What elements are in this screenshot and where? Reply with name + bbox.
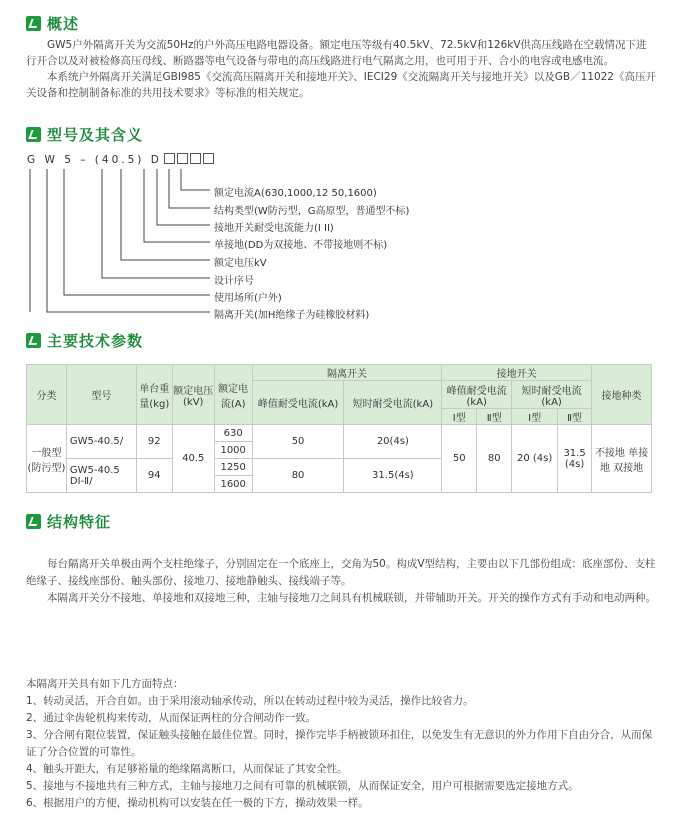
features-list bbox=[26, 676, 656, 812]
legend-structure-type: 结构类型(W防污型，G高原型，普通型不标) bbox=[214, 206, 410, 217]
header-current: 额定电流(A) bbox=[214, 365, 252, 425]
cell-earth-short-2: 31.5 (4s) bbox=[558, 425, 592, 493]
model-legend-diagram bbox=[0, 0, 673, 330]
cell-current: 630 bbox=[214, 425, 252, 442]
section-params-heading bbox=[26, 330, 143, 351]
overview-paragraph-2: 本系统户外隔离开关满足GBI985《交流高压隔离开关和接地开关》、IECI29《交流隔离开关与接地开关》以及GB／11022《高压开关设备和控制制备标准的共用技术要求》等标准的相关规定。 bbox=[26, 71, 656, 99]
cell-short-2: 31.5(4s) bbox=[344, 459, 442, 493]
feature-item: 3、分合闸有限位装置，保证触头接触在最佳位置。同时，操作完毕手柄被锁环扣住，以免发生有无意识的外力作用下自由分合，从而保证了分合位置的可靠性。 bbox=[26, 729, 653, 758]
legend-earth-capacity: 接地开关耐受电流能力(I II) bbox=[214, 223, 334, 234]
model-code-prefix: G W 5 – (40.5) D bbox=[27, 154, 162, 166]
legend-design-serial: 设计序号 bbox=[214, 276, 254, 287]
cell-category: 一般型(防污型) bbox=[27, 425, 67, 493]
structure-paragraph-2: 本隔离开关分不接地、单接地和双接地三种，主轴与接地刀之间具有机械联锁，并带辅助开关。开关的操作方式有手动和电动两种。 bbox=[47, 592, 656, 604]
feature-item: 4、触头开距大，有足够裕量的绝缘隔离断口，从而保证了其安全性。 bbox=[26, 763, 348, 775]
header-short: 短时耐受电流(kA) bbox=[344, 381, 442, 425]
cell-model-2: GW5-40.5 DI-Ⅱ/ bbox=[66, 459, 136, 493]
header-type-2: Ⅱ型 bbox=[477, 409, 512, 425]
header-earth-peak: 峰值耐受电流(kA) bbox=[442, 381, 512, 409]
feature-item: 5、接地与不接地共有三种方式，主轴与接地刀之间有可靠的机械联锁，从而保证安全，用户可根据需要选定接地方式。 bbox=[26, 780, 579, 792]
header-type-1: Ⅰ型 bbox=[442, 409, 477, 425]
legend-usage-place: 使用场所(户外) bbox=[214, 293, 282, 304]
parameters-table bbox=[26, 364, 652, 493]
cell-weight-1: 92 bbox=[136, 425, 172, 459]
feature-item: 2、通过伞齿轮机构来传动，从而保证两柱的分合闸动作一致。 bbox=[26, 712, 317, 724]
section-title: 主要技术参数 bbox=[47, 332, 144, 350]
legend-isolator: 隔离开关(加H绝缘子为硅橡胶材料) bbox=[214, 310, 370, 321]
cell-current: 1250 bbox=[214, 459, 252, 476]
feature-item: 6、根据用户的方便，操动机构可以安装在任一极的下方，操动效果一样。 bbox=[26, 797, 369, 809]
legend-earthing: 单接地(DD为双接地、不带接地则不标) bbox=[214, 240, 388, 251]
check-icon bbox=[26, 333, 41, 348]
header-category: 分类 bbox=[27, 365, 67, 425]
header-type-1: Ⅰ型 bbox=[512, 409, 558, 425]
section-title: 概述 bbox=[47, 15, 80, 33]
cell-weight-2: 94 bbox=[136, 459, 172, 493]
legend-rated-current: 额定电流A(630,1000,12 50,1600) bbox=[214, 188, 377, 199]
feature-item: 1、转动灵活，开合自如。由于采用滚动轴承传动，所以在转动过程中较为灵活，操作比较省力。 bbox=[26, 695, 474, 707]
overview-paragraph-1: GW5户外隔离开关为交流50Hz的户外高压电路电器设备。额定电压等级有40.5kV、72.5kV和126kV供高压线路在空载情况下进行开合以及对被检修高压母线、断路器等电气设备与带电的高压线路进行电气隔离之用，也可用于开、合小的电容或电感电流。 bbox=[26, 39, 647, 67]
check-icon bbox=[26, 514, 41, 529]
section-structure-heading bbox=[26, 511, 111, 532]
section-title: 型号及其含义 bbox=[47, 126, 144, 144]
header-voltage: 额定电压(kV) bbox=[172, 365, 214, 425]
legend-rated-voltage: 额定电压kV bbox=[214, 258, 267, 269]
section-title: 结构特征 bbox=[47, 513, 112, 531]
header-model: 型号 bbox=[66, 365, 136, 425]
header-weight: 单台重量(kg) bbox=[136, 365, 172, 425]
cell-earth-kinds: 不接地 单接地 双接地 bbox=[592, 425, 652, 493]
features-intro: 本隔离开关具有如下几方面特点： bbox=[26, 678, 184, 690]
cell-current: 1600 bbox=[214, 476, 252, 493]
header-earth-kind: 接地种类 bbox=[592, 365, 652, 425]
header-earth-switch: 接地开关 bbox=[442, 365, 592, 381]
cell-current: 1000 bbox=[214, 442, 252, 459]
cell-earth-peak-1: 50 bbox=[442, 425, 477, 493]
cell-peak-2: 80 bbox=[252, 459, 344, 493]
cell-earth-short-1: 20 (4s) bbox=[512, 425, 558, 493]
cell-voltage: 40.5 bbox=[172, 425, 214, 493]
cell-short-1: 20(4s) bbox=[344, 425, 442, 459]
cell-model-1: GW5-40.5/ bbox=[66, 425, 136, 459]
header-isolator: 隔离开关 bbox=[252, 365, 442, 381]
header-earth-short: 短时耐受电流(kA) bbox=[512, 381, 592, 409]
structure-paragraph-1: 每台隔离开关单极由两个支柱绝缘子，分别固定在一个底座上，交角为50。构成V型结构，主要由以下几部份组成：底座部份、支柱绝缘子、接线座部份、触头部份、接地刀、接地静触头、接线端子等。 bbox=[26, 558, 656, 587]
structure-text bbox=[26, 556, 656, 607]
header-peak: 峰值耐受电流(kA) bbox=[252, 381, 344, 425]
cell-earth-peak-2: 80 bbox=[477, 425, 512, 493]
cell-peak-1: 50 bbox=[252, 425, 344, 459]
header-type-2: Ⅱ型 bbox=[558, 409, 592, 425]
